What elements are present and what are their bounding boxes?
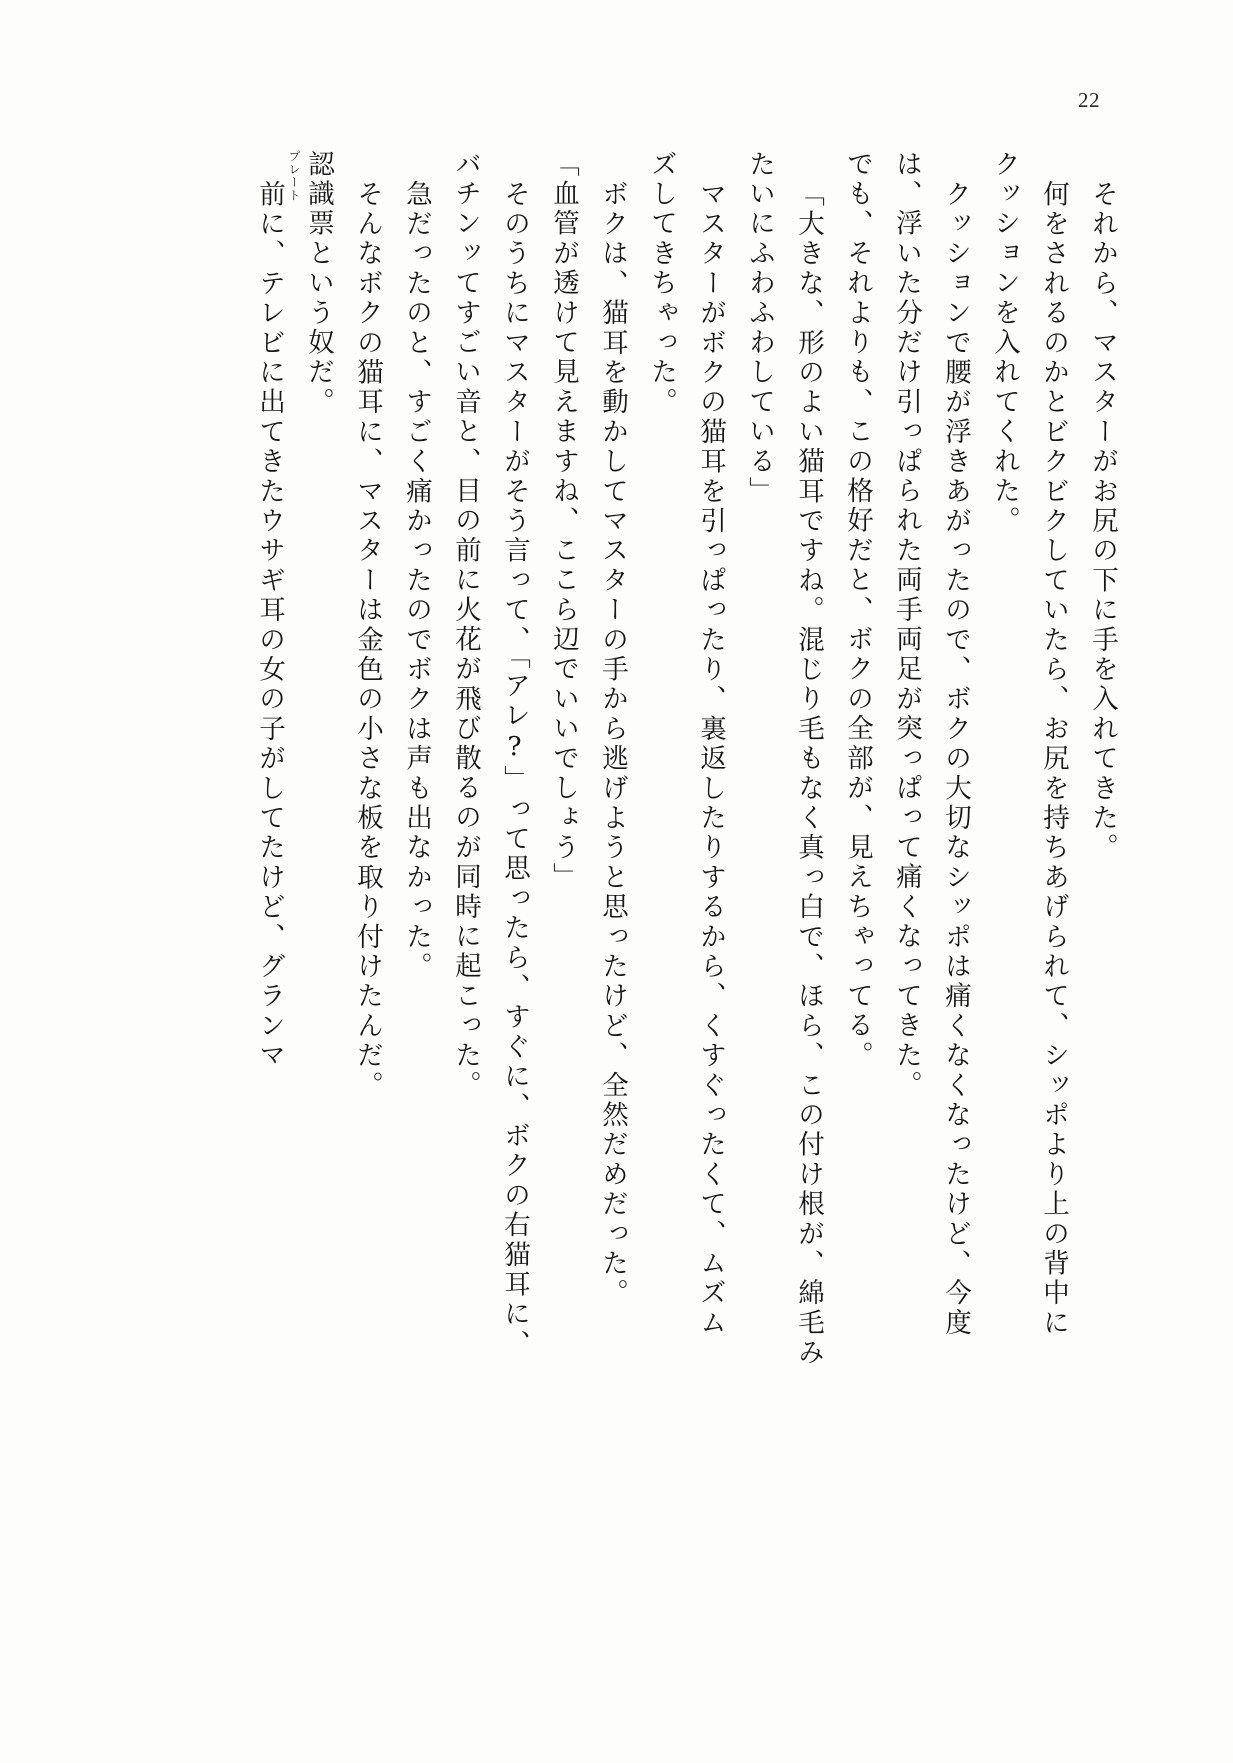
text-line: ボクは、猫耳を動かしてマスターの手から逃げようと思ったけど、全然だめだった。 [597,180,628,1309]
body-text [120,150,1118,1643]
text-line: 何をされるのかとビクビクしていたら、お尻を持ちあげられて、シッポより上の背中に [1038,180,1069,1339]
text-line: マスターがボクの猫耳を引っぱったり、裏返したりするから、くすぐったくて、ムズム [695,180,726,1339]
ruby-base: 認識票 [303,150,334,240]
text-line: たいにふわふわしている」 [744,150,775,507]
text-line: ズしてきちゃった。 [646,150,677,418]
text-line: 前に、テレビに出てきたウサギ耳の女の子がしてたけど、グランマ [254,180,285,1071]
text-line: クッションを入れてくれた。 [989,150,1020,537]
text-line: そんなボクの猫耳に、マスターは金色の小さな板を取り付けたんだ。 [352,180,383,1101]
text-line: バチンッてすごい音と、目の前に火花が飛び散るのが同時に起こった。 [450,150,481,1101]
text-line: 認識票 プレート という奴だ。 [287,150,334,418]
text-line: それから、マスターがお尻の下に手を入れてきた。 [1087,180,1118,864]
ruby-text: プレート [287,150,301,202]
text-line: は、浮いた分だけ引っぱられた両手両足が突っぱって痛くなってきた。 [891,150,922,1101]
text-line: クッションで腰が浮きあがったので、ボクの大切なシッポは痛くなくなったけど、今度 [940,180,971,1339]
text-line: 急だったのと、すごく痛かったのでボクは声も出なかった。 [401,180,432,982]
text-line: そのうちにマスターがそう言って、「アレ?」って思ったら、すぐに、ボクの右猫耳に、 [499,180,530,1360]
page-number: 22 [1078,88,1100,112]
ruby-annotation [287,150,334,240]
text-line: 「血管が透けて見えますね、ここら辺でいいでしょう」 [548,150,579,893]
text-line: 「大きな、形のよい猫耳ですね。混じり毛もなく真っ白で、ほら、この付け根が、綿毛み [793,180,824,1368]
text-line: でも、それよりも、この格好だと、ボクの全部が、見えちゃってる。 [842,150,873,1071]
